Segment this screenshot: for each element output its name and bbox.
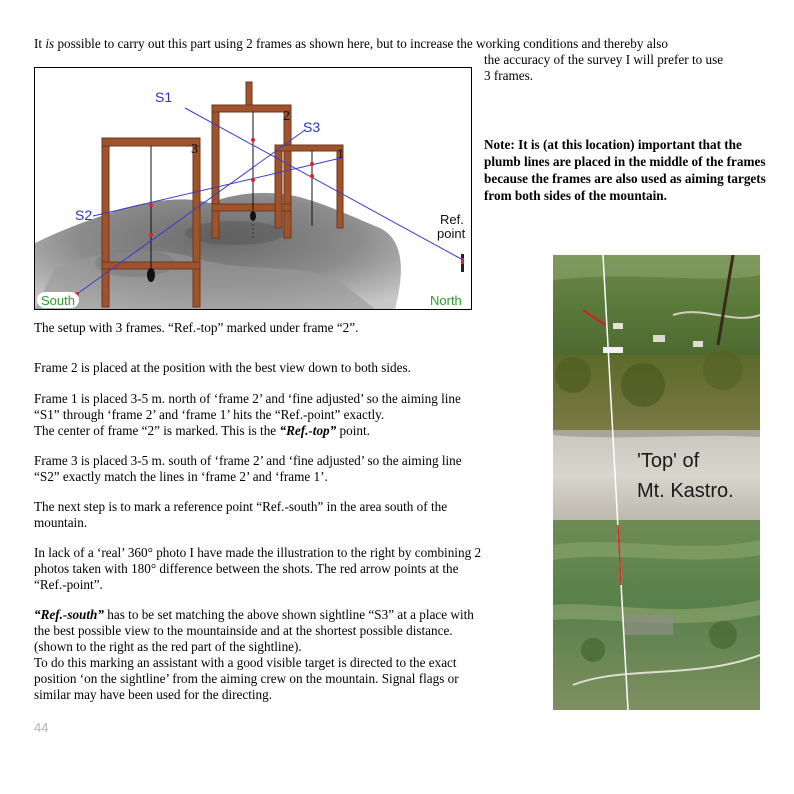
- label-point: point: [437, 226, 466, 241]
- paragraph-frame-1: Frame 1 is placed 3-5 m. north of ‘frame 2’ and ‘fine adjusted’ so the aiming line “S1” through ‘frame 2’ and ‘frame 1’ hits the “Ref.-point” exactly. The center of frame “2” is marked. This is the “Ref.-top” point.: [34, 391, 461, 438]
- intro-line-2: the accuracy of the survey I will prefer to use: [484, 52, 724, 67]
- label-north: North: [430, 293, 462, 308]
- label-s1: S1: [155, 89, 173, 105]
- figure-caption: The setup with 3 frames. “Ref.-top” marked under frame “2”.: [34, 320, 359, 335]
- note-box: Note: It is (at this location) important that the plumb lines are placed in the middle of the frames because the frames are also used as aiming targets from both sides of the mountain.: [484, 137, 766, 203]
- photo-label-line-1: 'Top' of: [637, 450, 700, 472]
- intro-line-3: 3 frames.: [484, 68, 534, 83]
- label-s3: S3: [303, 119, 321, 135]
- paragraph-next-step: The next step is to mark a reference point “Ref.-south” in the area south of the mountain.: [34, 499, 448, 530]
- paragraph-frame-2: Frame 2 is placed at the position with the best view down to both sides.: [34, 360, 411, 375]
- setup-illustration: [34, 67, 472, 310]
- mountain-photo: [553, 255, 760, 710]
- label-s2: S2: [75, 207, 93, 223]
- paragraph-ref-south: “Ref.-south” has to be set matching the above shown sightline “S3” at a place with the best possible view to the mountainside and at the shortest possible distance. (shown to the right as the red part of the sightline). To do this marking an assistant with a good visible target is directed to the exact position ‘on the sightline’ from the aiming crew on the mountain. Signal flags or similar may have been used for the directing.: [34, 607, 474, 702]
- intro-line-1: It is possible to carry out this part using 2 frames as shown here, but to increase the working conditions and thereby also: [34, 36, 668, 51]
- label-south: South: [41, 293, 75, 308]
- label-frame-2: 2: [283, 109, 290, 124]
- label-ref: Ref.: [440, 212, 464, 227]
- paragraph-frame-3: Frame 3 is placed 3-5 m. south of ‘frame 2’ and ‘fine adjusted’ so the aiming line “S2” exactly match the lines in ‘frame 2’ and ‘frame 1’.: [34, 453, 462, 484]
- paragraph-lack-of-photo: In lack of a ‘real’ 360° photo I have made the illustration to the right by combining 2 photos taken with 180° difference between the shots. The red arrow points at the “Ref.-point”.: [34, 545, 482, 592]
- page-number: 44: [34, 720, 49, 735]
- photo-label-line-2: Mt. Kastro.: [637, 480, 734, 502]
- label-frame-1: 1: [337, 147, 344, 162]
- label-frame-3: 3: [191, 142, 198, 157]
